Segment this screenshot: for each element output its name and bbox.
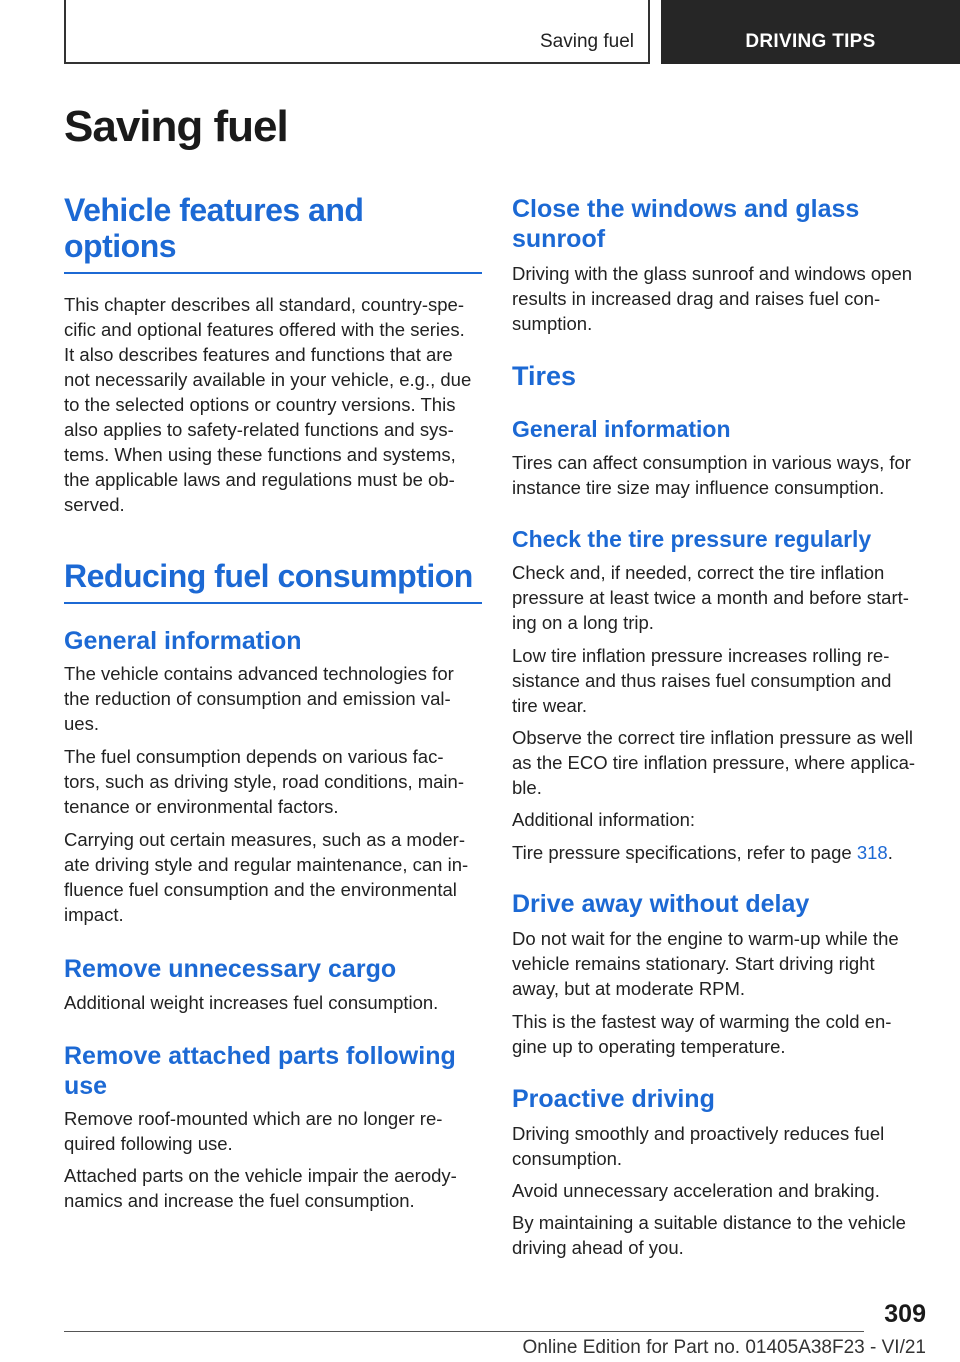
footer-edition: Online Edition for Part no. 01405A38F23 - VI/21 (522, 1337, 926, 1358)
text-line: Check and, if needed, correct the tire inflation (512, 562, 885, 583)
heading-proactive-driving: Proactive driving (512, 1085, 715, 1113)
general-info-paragraph-2 (64, 744, 482, 819)
text-span: Tire pressure specifications, refer to page (512, 842, 857, 863)
heading-line: Reducing fuel consumption (64, 558, 473, 594)
text-line: By maintaining a suitable distance to the vehicle (512, 1212, 906, 1233)
text-line: quired following use. (64, 1133, 233, 1154)
text-span: . (887, 842, 893, 863)
text-line: driving ahead of you. (512, 1237, 684, 1258)
text-line: The vehicle contains advanced technologies for (64, 663, 454, 684)
text-line: ing on a long trip. (512, 612, 654, 633)
text-line: tire wear. (512, 695, 588, 716)
text-line: cific and optional features offered with the series. (64, 319, 465, 340)
pressure-paragraph-3 (512, 725, 942, 800)
text-line: Carrying out certain measures, such as a moder- (64, 829, 466, 850)
heading-reducing-fuel (64, 558, 482, 604)
heading-line: Remove attached parts following (64, 1042, 456, 1070)
text-line: tors, such as driving style, road conditions, main- (64, 771, 464, 792)
heading-line: sunroof (512, 225, 606, 253)
pressure-paragraph-5 (512, 840, 930, 865)
heading-line: Vehicle features and (64, 192, 364, 228)
text-line: This is the fastest way of warming the cold en- (512, 1011, 892, 1032)
text-line: pressure at least twice a month and before start- (512, 587, 909, 608)
proactive-paragraph-2: Avoid unnecessary acceleration and braking. (512, 1180, 880, 1201)
text-line: Low tire inflation pressure increases rolling re- (512, 645, 890, 666)
page-title: Saving fuel (64, 102, 288, 151)
tires-general-paragraph (512, 450, 930, 500)
drive-away-paragraph-2 (512, 1009, 930, 1059)
page-reference-link[interactable]: 318 (856, 842, 888, 863)
text-line: Attached parts on the vehicle impair the aerody- (64, 1165, 457, 1186)
general-info-paragraph-1 (64, 661, 482, 736)
text-line: served. (64, 494, 125, 515)
text-line: This chapter describes all standard, country-spe- (64, 294, 464, 315)
text-line: Driving smoothly and proactively reduces fuel (512, 1123, 885, 1144)
text-line: impact. (64, 904, 124, 925)
text-line: sistance and thus raises fuel consumption and (512, 670, 892, 691)
page-number: 309 (884, 1300, 926, 1328)
heading-vehicle-features (64, 192, 482, 274)
pressure-paragraph-4: Additional information: (512, 809, 696, 830)
text-line: tems. When using these functions and systems, (64, 444, 456, 465)
heading-line: Close the windows and glass (512, 195, 860, 223)
text-line: Observe the correct tire inflation pressure as well (512, 727, 914, 748)
text-line: the reduction of consumption and emission val- (64, 688, 451, 709)
text-line: ate driving style and regular maintenance, can in- (64, 854, 469, 875)
text-line: results in increased drag and raises fuel con- (512, 288, 881, 309)
footer-divider (64, 1331, 864, 1332)
text-line: Tires can affect consumption in various ways, for (512, 452, 911, 473)
text-line: Driving with the glass sunroof and windows open (512, 263, 913, 284)
text-line: namics and increase the fuel consumption. (64, 1190, 415, 1211)
text-line: to the selected options or country versions. This (64, 394, 456, 415)
text-line: fluence fuel consumption and the environmental (64, 879, 457, 900)
text-line: Do not wait for the engine to warm-up while the (512, 928, 899, 949)
text-line: The fuel consumption depends on various fac- (64, 746, 444, 767)
heading-line: options (64, 228, 177, 264)
heading-general-information: General information (64, 627, 302, 655)
heading-remove-cargo: Remove unnecessary cargo (64, 955, 397, 983)
text-line: gine up to operating temperature. (512, 1036, 786, 1057)
header-chapter-tab (661, 0, 960, 64)
windows-paragraph (512, 261, 930, 336)
running-header (64, 0, 650, 64)
drive-away-paragraph-1 (512, 926, 930, 1001)
attached-paragraph-2 (64, 1163, 482, 1213)
text-line: not necessarily available in your vehicle, e.g., due (64, 369, 472, 390)
heading-close-windows (512, 194, 930, 254)
heading-check-tire-pressure: Check the tire pressure regularly (512, 526, 872, 552)
text-line: away, but at moderate RPM. (512, 978, 746, 999)
pressure-paragraph-2 (512, 643, 930, 718)
text-line: Remove roof-mounted which are no longer re- (64, 1108, 443, 1129)
text-line: ues. (64, 713, 99, 734)
heading-line: use (64, 1072, 108, 1100)
heading-drive-away: Drive away without delay (512, 890, 810, 918)
text-line: also applies to safety-related functions and sys- (64, 419, 454, 440)
proactive-paragraph-1 (512, 1121, 930, 1171)
text-line: the applicable laws and regulations must be ob- (64, 469, 455, 490)
cargo-paragraph: Additional weight increases fuel consumption. (64, 992, 439, 1013)
header-section-title: Saving fuel (539, 31, 634, 52)
pressure-paragraph-1 (512, 560, 930, 635)
text-line: tenance or environmental factors. (64, 796, 339, 817)
attached-paragraph-1 (64, 1106, 482, 1156)
proactive-paragraph-3 (512, 1210, 930, 1260)
heading-tires-general-information: General information (512, 416, 731, 442)
text-line: vehicle remains stationary. Start driving right (512, 953, 875, 974)
text-line: as the ECO tire inflation pressure, where applica- (512, 752, 916, 773)
text-line: consumption. (512, 1148, 623, 1169)
text-line: instance tire size may influence consumption. (512, 477, 885, 498)
text-line: It also describes features and functions that are (64, 344, 453, 365)
vehicle-features-paragraph (64, 292, 482, 517)
text-line: ble. (512, 777, 542, 798)
heading-tires: Tires (512, 361, 577, 391)
text-line: sumption. (512, 313, 593, 334)
heading-remove-attached-parts (64, 1041, 494, 1101)
header-chapter-label: DRIVING TIPS (745, 31, 876, 52)
general-info-paragraph-3 (64, 827, 482, 927)
